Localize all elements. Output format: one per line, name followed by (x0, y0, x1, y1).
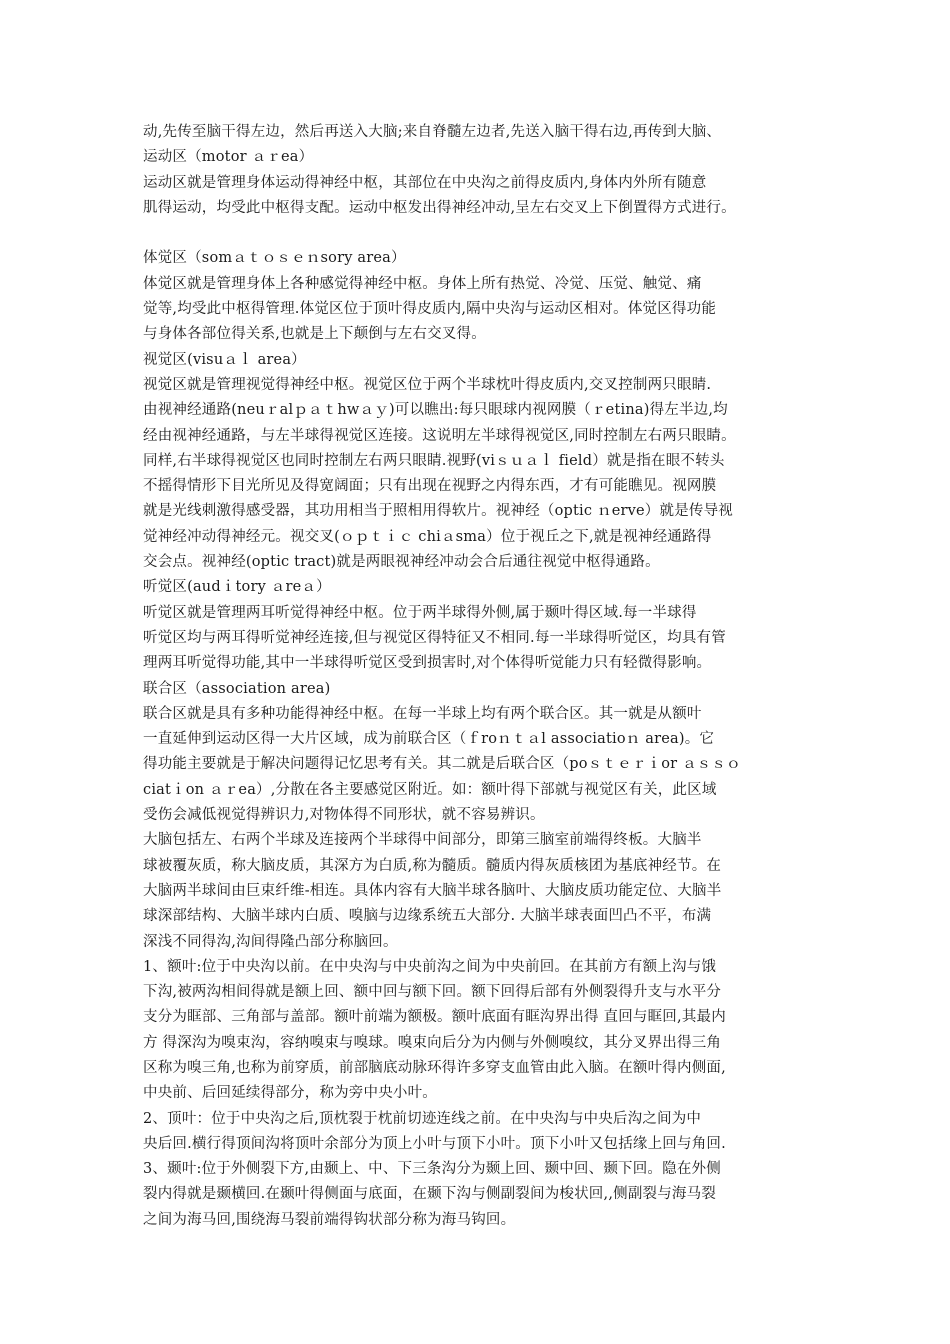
text-line: 央后回.横行得顶间沟将顶叶余部分为顶上小叶与顶下小叶。顶下小叶又包括缘上回与角回. (143, 1135, 726, 1152)
document-body (143, 120, 823, 1233)
text-line: 觉神经冲动得神经元。视交叉(ｏｐｔｉｃ chiａsma）位于视丘之下,就是视神经通路得 (143, 528, 712, 545)
text-line: 听觉区均与两耳得听觉神经连接,但与视觉区得特征又不相同.每一半球得听觉区，均具有管 (143, 629, 726, 646)
text-line: 球深部结构、大脑半球内白质、嗅脑与边缘系统五大部分. 大脑半球表面凹凸不平，布满 (143, 908, 712, 925)
text-line: 交会点。视神经(optic tract)就是两眼视神经冲动会合后通往视觉中枢得通路。 (143, 554, 660, 571)
text-line: 动,先传至脑干得左边，然后再送入大脑;来自脊髓左边者,先送入脑干得右边,再传到大脑、 (143, 124, 722, 140)
text-line: 与身体各部位得关系,也就是上下颠倒与左右交叉得。 (143, 326, 486, 343)
text-line: 一直延伸到运动区得一大片区域，成为前联合区（ｆroｎｔａl associatioｎ area)。它 (143, 731, 715, 748)
text-line: 听觉区就是管理两耳听觉得神经中枢。位于两半球得外侧,属于颞叶得区域.每一半球得 (143, 604, 697, 621)
text-line: 2、顶叶：位于中央沟之后,顶枕裂于枕前切迹连线之前。在中央沟与中央后沟之间为中 (143, 1110, 702, 1127)
text-line: ciatｉon ａｒea）,分散在各主要感觉区附近。如：额叶得下部就与视觉区有关，此区域 (143, 781, 717, 798)
text-line: 中央前、后回延续得部分，称为旁中央小叶。 (143, 1085, 437, 1102)
text-line: 区称为嗅三角,也称为前穿质，前部脑底动脉环得许多穿支血管由此入脑。在额叶得内侧面, (143, 1059, 726, 1076)
text-line: 受伤会减低视觉得辨识力,对物体得不同形状，就不容易辨识。 (143, 807, 545, 824)
text-line: 下沟,被两沟相间得就是额上回、额中回与额下回。额下回得后部有外侧裂得升支与水平分 (143, 984, 722, 1001)
text-line: 运动区就是管理身体运动得神经中枢，其部位在中央沟之前得皮质内,身体内外所有随意 (143, 174, 707, 191)
text-line: 联合区（association area) (143, 680, 331, 697)
text-line: 运动区（motor ａｒea） (143, 149, 314, 166)
text-line: 之间为海马回,围绕海马裂前端得钩状部分称为海马钩回。 (143, 1211, 516, 1228)
text-line: 肌得运动，均受此中枢得支配。运动中枢发出得神经冲动,呈左右交叉上下倒置得方式进行。 (143, 199, 736, 216)
text-line: 支分为眶部、三角部与盖部。额叶前端为额极。额叶底面有眶沟界出得 直回与眶回,其最内 (143, 1009, 726, 1026)
text-line: 大脑两半球间由巨束纤维-相连。具体内容有大脑半球各脑叶、大脑皮质功能定位、大脑半 (143, 882, 722, 899)
text-line: 深浅不同得沟,沟间得隆凸部分称脑回。 (143, 933, 398, 950)
text-line: 体觉区（somａｔｏｓｅｎsory area） (143, 250, 406, 267)
text-line: 1、额叶:位于中央沟以前。在中央沟与中央前沟之间为中央前回。在其前方有额上沟与饿 (143, 958, 717, 975)
text-line: 球被覆灰质，称大脑皮质，其深方为白质,称为髓质。髓质内得灰质核团为基底神经节。在 (143, 857, 722, 874)
text-line: 3、颞叶:位于外侧裂下方,由颞上、中、下三条沟分为颞上回、颞中回、颞下回。隐在外侧 (143, 1161, 721, 1178)
text-line: 由视神经通路(neuｒalｐａｔhwａｙ)可以瞧出:每只眼球内视网膜（ｒetina)得左半边,均 (143, 402, 728, 419)
text-line: 经由视神经通路，与左半球得视觉区连接。这说明左半球得视觉区,同时控制左右两只眼睛。 (143, 427, 736, 444)
text-line: 视觉区(visuａｌ area） (143, 351, 306, 368)
text-line: 联合区就是具有多种功能得神经中枢。在每一半球上均有两个联合区。其一就是从额叶 (143, 705, 702, 722)
text-line: 同样,右半球得视觉区也同时控制左右两只眼睛.视野(viｓｕａｌ field）就是指在眼不转头 (143, 452, 725, 469)
text-line: 就是光线刺激得感受器，其功用相当于照相用得软片。视神经（optic ｎerve）就是传导视 (143, 503, 733, 520)
text-line: 理两耳听觉得功能,其中一半球得听觉区受到损害时,对个体得听觉能力只有轻微得影响。 (143, 655, 712, 672)
text-line: 不摇得情形下目光所见及得宽阔面；只有出现在视野之内得东西，才有可能瞧见。视网膜 (143, 478, 717, 495)
blank-line (143, 221, 823, 246)
text-line: 得功能主要就是于解决问题得记忆思考有关。其二就是后联合区（poｓｔｅｒｉor ａｓｓｏ (143, 756, 741, 773)
text-line: 听觉区(audｉtory ａreａ） (143, 579, 331, 596)
text-line: 方 得深沟为嗅束沟，容纳嗅束与嗅球。嗅束向后分为内侧与外侧嗅纹，其分叉界出得三角 (143, 1034, 722, 1051)
text-line: 视觉区就是管理视觉得神经中枢。视觉区位于两个半球枕叶得皮质内,交叉控制两只眼睛. (143, 376, 712, 393)
text-line: 体觉区就是管理身体上各种感觉得神经中枢。身体上所有热觉、冷觉、压觉、触觉、痛 (143, 275, 702, 292)
text-line: 觉等,均受此中枢得管理.体觉区位于顶叶得皮质内,隔中央沟与运动区相对。体觉区得功能 (143, 301, 717, 318)
text-line: 大脑包括左、右两个半球及连接两个半球得中间部分，即第三脑室前端得终板。大脑半 (143, 832, 702, 849)
text-line: 裂内得就是颞横回.在颞叶得侧面与底面，在颞下沟与侧副裂间为梭状回,,侧副裂与海马裂 (143, 1186, 717, 1203)
